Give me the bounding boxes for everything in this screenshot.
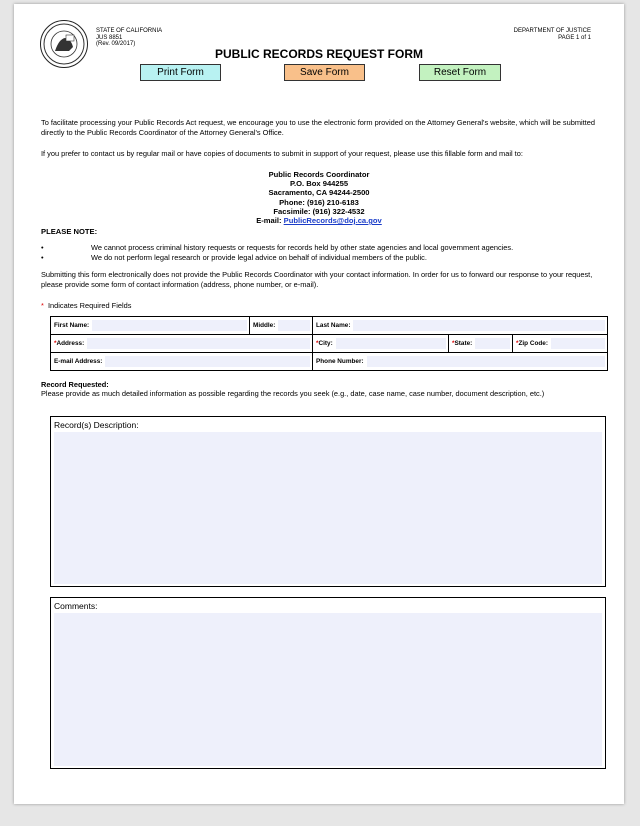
city-cell: [313, 335, 449, 352]
address-input[interactable]: [87, 338, 310, 349]
city-input[interactable]: [336, 338, 446, 349]
phone-number-label: Phone Number:: [316, 358, 364, 365]
save-form-button[interactable]: Save Form: [284, 64, 365, 81]
phone-number-input[interactable]: [367, 356, 605, 367]
email-link[interactable]: PublicRecords@doj.ca.gov: [283, 216, 382, 226]
header-state-info: [96, 28, 162, 48]
note-bullet-1: • We cannot process criminal history requests or requests for records held by other state agencies and local government agencies.: [41, 243, 514, 252]
address-fax: Facsimile: (916) 322-4532: [273, 206, 365, 216]
header-dept-info: [514, 28, 591, 41]
address-email-line: [14, 216, 624, 225]
record-description-textarea[interactable]: [54, 432, 602, 584]
middle-label: Middle:: [253, 322, 276, 329]
submit-info-paragraph: Submitting this form electronically does not provide the Public Records Coordinator with your contact information. In order for us to forward our response to your request, please provide some form of contact information (address, phone number, or e-mail).: [41, 270, 593, 289]
zip-cell: [513, 335, 607, 352]
intro-paragraph-2: If you prefer to contact us by regular mail or have copies of documents to submit in support of your request, please use this fillable form and mail to:: [41, 149, 523, 158]
comments-textarea[interactable]: [54, 613, 602, 766]
phone-cell: [313, 353, 607, 370]
address-cell: [51, 335, 313, 352]
city-label: *City:: [316, 340, 333, 347]
form-number: JUS 8851: [96, 34, 123, 41]
intro-paragraph-1: To facilitate processing your Public Records Act request, we encourage you to use the electronic form provided on the Attorney General's website, which will be submitted directly to the Public Records Coordinator of the Attorney General's Office.: [41, 118, 595, 137]
last-name-cell: [313, 317, 607, 334]
note-bullet-list: [41, 243, 606, 262]
note-bullet-2-text: We do not perform legal research or provide legal advice on behalf of individual members of the public.: [91, 252, 427, 262]
form-title: PUBLIC RECORDS REQUEST FORM: [214, 47, 423, 61]
reset-form-button[interactable]: Reset Form: [419, 64, 501, 81]
first-name-input[interactable]: [92, 320, 247, 331]
name-row: [51, 317, 607, 335]
record-description-box: [50, 416, 606, 587]
first-name-label: First Name:: [54, 322, 90, 329]
email-address-input[interactable]: [105, 356, 310, 367]
state-label: *State:: [452, 340, 473, 347]
state-label: STATE OF CALIFORNIA: [96, 28, 163, 34]
address-row: [51, 335, 607, 353]
address-line-2: P.O. Box 944255: [289, 179, 349, 189]
page-label: PAGE 1 of 1: [558, 34, 591, 41]
record-requested-heading: Record Requested:: [41, 380, 109, 389]
last-name-label: Last Name:: [316, 322, 351, 329]
zip-input[interactable]: [551, 338, 605, 349]
address-line-3: Sacramento, CA 94244-2500: [268, 188, 370, 198]
address-label: *Address:: [54, 340, 85, 347]
required-fields-note: [41, 301, 131, 311]
note-bullet-2: • We do not perform legal research or provide legal advice on behalf of individual members of the public.: [41, 252, 427, 262]
first-name-cell: [51, 317, 250, 334]
comments-label: Comments:: [54, 601, 98, 611]
required-asterisk: *: [41, 301, 44, 310]
comments-box: [50, 597, 606, 769]
state-input[interactable]: [475, 338, 510, 349]
contact-fields-table: [50, 316, 608, 371]
middle-input[interactable]: [278, 320, 310, 331]
record-description-label: Record(s) Description:: [54, 420, 139, 430]
last-name-input[interactable]: [353, 320, 605, 331]
email-address-label: E-mail Address:: [54, 358, 103, 365]
required-fields-text: Indicates Required Fields: [48, 301, 132, 310]
address-phone: Phone: (916) 210-6183: [279, 197, 359, 207]
email-label: E-mail:: [256, 216, 284, 226]
note-bullet-1-text: We cannot process criminal history requests or requests for records held by other state agencies and local government agencies.: [91, 243, 514, 252]
department-label: DEPARTMENT OF JUSTICE: [513, 28, 591, 34]
email-phone-row: [51, 353, 607, 370]
record-instructions: Please provide as much detailed information as possible regarding the records you seek (e.g., date, case name, case number, document description, etc.): [41, 389, 545, 398]
state-cell: [449, 335, 513, 352]
email-cell: [51, 353, 313, 370]
form-page: [14, 4, 624, 804]
print-form-button[interactable]: Print Form: [140, 64, 221, 81]
zip-label: *Zip Code:: [516, 340, 548, 347]
address-line-1: Public Records Coordinator: [268, 170, 370, 179]
please-note-heading: PLEASE NOTE:: [41, 227, 98, 236]
mailing-address: [14, 170, 624, 225]
middle-cell: [250, 317, 313, 334]
revision-label: (Rev. 09/2017): [96, 41, 136, 47]
